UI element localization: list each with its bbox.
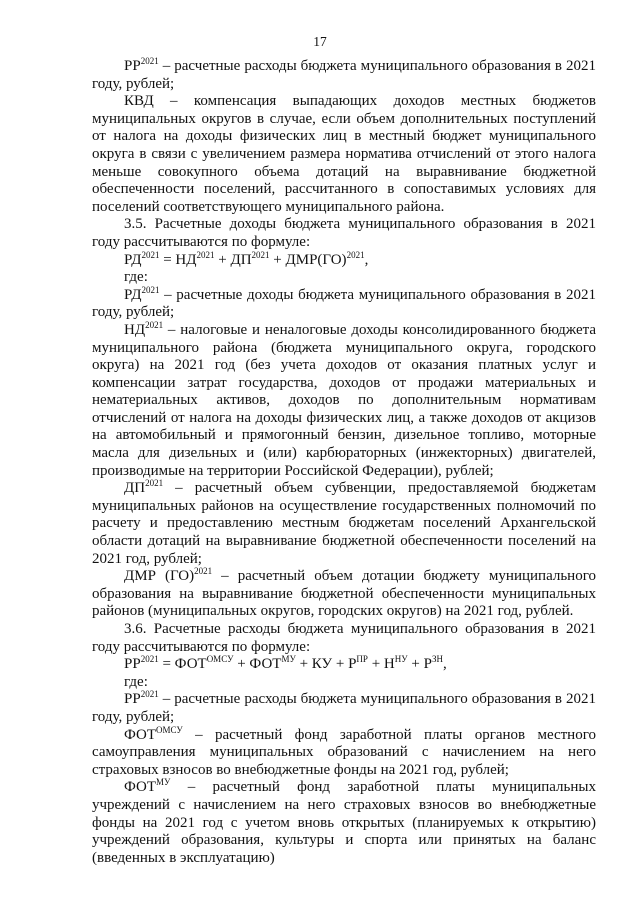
superscript: 2021 <box>140 56 159 66</box>
superscript: ЗН <box>431 654 443 665</box>
formula-operator: = <box>158 656 175 673</box>
definition-text: – расчетные расходы бюджета муниципального образования в 2021 году, рублей; <box>92 691 596 725</box>
definition-text: – расчетные расходы бюджета муниципального образования в 2021 году, рублей; <box>92 58 596 92</box>
superscript: 2021 <box>194 566 213 577</box>
formula-term: ФОТ <box>174 656 207 673</box>
where-label: где: <box>124 673 148 690</box>
page-number: 17 <box>313 34 327 49</box>
formula-rd <box>92 249 596 270</box>
term: ДМР (ГО) <box>124 568 195 585</box>
formula-operator: = <box>159 251 176 268</box>
superscript: ОМСУ <box>156 724 183 735</box>
paragraph-3-6: 3.6. Расчетные расходы бюджета муниципального образования в 2021 году рассчитываются по формуле: <box>92 621 596 655</box>
superscript: 2021 <box>145 478 164 489</box>
paragraph-rr-definition-2 <box>92 691 596 726</box>
formula-term: ФОТ <box>249 656 282 673</box>
definition-text: – расчетные доходы бюджета муниципального образования в 2021 году, рублей; <box>92 286 596 321</box>
formula-term: Р <box>348 656 357 673</box>
superscript: 2021 <box>141 249 160 260</box>
superscript: 2021 <box>196 249 215 260</box>
superscript: 2021 <box>140 654 159 665</box>
paragraph-kvd-definition: КВД – компенсация выпадающих доходов местных бюджетов муниципальных округов в случае, если объем дополнительных поступлений от налога на доходы физических лиц в местный бюджет муниципального округа в связи с увеличением размера норматива отчислений от этого налога меньше совокупного объема дотаций на выравнивание бюджетной обеспеченности поселений, рассчитанного в сопоставимых условиях для поселений соответствующего муниципального района. <box>92 93 596 215</box>
paragraph-rr-definition <box>92 58 596 93</box>
formula-term: ДМР(ГО) <box>285 251 347 268</box>
definition-text: – налоговые и неналоговые доходы консолидированного бюджета муниципального района (бюджета муниципального округа, городского округа) на 2021 год (без учета доходов от оказания платных услуг и компенсации затрат государства, доходов от продажи материальных и нематериальных активов, доходов по дополнительным нормативам отчислений от налога на доходы физических лиц, а также доходов от акцизов на автомобильный и прямогонный бензин, дизельное топливо, моторные масла для дизельных и (или) карбюраторных (инжекторных) двигателей, производимые на территории Российской Федерации), рублей; <box>92 321 596 479</box>
formula-term: ДП <box>230 251 252 268</box>
superscript: 2021 <box>346 249 365 260</box>
term: НД <box>124 321 146 338</box>
paragraph-dmr-definition <box>92 568 596 621</box>
document-body <box>92 58 596 867</box>
superscript: 2021 <box>140 689 159 700</box>
formula-term: Р <box>423 656 432 673</box>
superscript: ОМСУ <box>206 654 234 665</box>
superscript: НУ <box>394 654 408 665</box>
term: РД <box>124 286 142 303</box>
formula-term: НД <box>175 251 197 268</box>
formula-operator: + <box>214 251 231 268</box>
superscript: 2021 <box>145 319 164 330</box>
superscript: МУ <box>156 777 171 788</box>
paragraph-dp-definition <box>92 480 596 568</box>
formula-term: Н <box>383 656 395 673</box>
paragraph-rd-definition <box>92 284 596 322</box>
superscript: 2021 <box>141 284 160 295</box>
formula-rr <box>92 656 596 674</box>
formula-term: РР <box>124 656 141 673</box>
formula-operator: + <box>269 251 286 268</box>
formula-operator: + КУ + <box>295 656 349 673</box>
definition-text: – расчетный объем дотации бюджету муниципального образования на выравнивание бюджетной обеспеченности муниципальных районов (муниципальных округов, городских округов) на 2021 год, рублей. <box>92 568 596 620</box>
term: РР <box>124 691 141 708</box>
formula-operator: , <box>442 656 447 673</box>
where-label: где: <box>124 269 148 286</box>
formula-operator: + <box>233 656 250 673</box>
paragraph-fot-omsu-definition <box>92 724 596 780</box>
superscript: МУ <box>281 654 296 665</box>
paragraph-nd-definition <box>92 319 596 480</box>
formula-operator: + <box>367 656 384 673</box>
term: РР <box>124 58 141 74</box>
formula-operator: , <box>364 251 369 268</box>
paragraph-fot-mu-definition <box>92 779 596 867</box>
paragraph-3-5: 3.5. Расчетные доходы бюджета муниципального образования в 2021 году рассчитываются по формуле: <box>92 216 596 250</box>
definition-text: – расчетный фонд заработной платы муниципальных учреждений с начислением на него страховых взносов во внебюджетные фонды на 2021 год с учетом вновь открытых (планируемых к открытию) учреждений образования, культуры и спорта или принятых на баланс (введенных в эксплуатацию) <box>92 779 596 866</box>
superscript: 2021 <box>251 249 270 260</box>
term: ФОТ <box>124 779 157 796</box>
term: ФОТ <box>124 726 157 743</box>
definition-text: – расчетный объем субвенции, предоставляемой бюджетам муниципальных районов на осуществление государственных полномочий по расчету и предоставлению местным бюджетам поселений Архангельской области дотаций на выравнивание бюджетной обеспеченности поселений на 2021 год, рублей; <box>92 480 596 567</box>
formula-operator: + <box>407 656 424 673</box>
superscript: ПР <box>356 654 368 665</box>
formula-term: РД <box>124 251 142 268</box>
term: ДП <box>124 480 146 497</box>
definition-text: – расчетный фонд заработной платы органов местного самоуправления муниципальных образований с начислением на него страховых взносов во внебюджетные фонды на 2021 год, рублей; <box>92 726 596 778</box>
